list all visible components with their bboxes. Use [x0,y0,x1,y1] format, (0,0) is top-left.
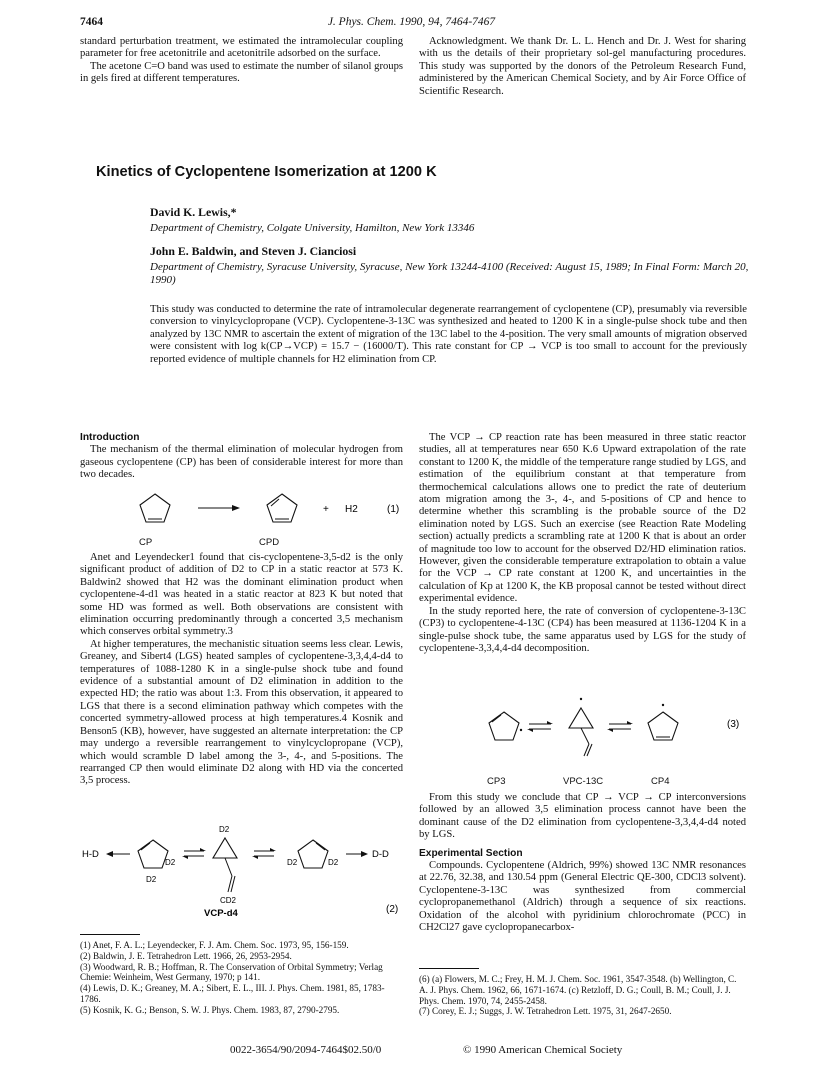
right-paragraph-3: From this study we conclude that CP → VCP → CP interconversions followed by an allowed 3,5 elimination process cannot have been the dominant cause of the D2 elimination from cyclopentene-3,3,4,4-d4 noted by LGS. [419,792,746,841]
right-column-top [419,432,746,655]
eq2-left-arrow [106,851,130,857]
references-right [419,974,746,1017]
eq1-label-cpd: CPD [259,537,280,548]
footnote-rule-right [419,968,479,969]
affiliation-1: Department of Chemistry, Colgate University, Hamilton, New York 13346 [150,222,475,234]
footer-code: 0022-3654/90/2094-7464$02.50/0 [230,1044,382,1056]
eq3-equilibrium-arrow-1 [527,721,553,732]
cp3-structure [489,712,522,740]
eq2-cd2: CD2 [220,896,237,905]
article-title: Kinetics of Cyclopentene Isomerization at 1200 K [96,164,437,180]
abstract: This study was conducted to determine the rate of intramolecular degenerate rearrangement of cyclopentene (CP), presumably via reversible conversion to vinylcyclopropane (VCP). Cyclopentene-3-13C was synthesized and heated to 1200 K in a single-pulse shock tube and then analyzed by 13C NMR to ascertain the extent of migration of the 13C label to the 4-position. The very small amounts of migration observed were consistent with log k(CP→VCP) = 15.7 − (16000/T). This rate constant for CP → VCP is too small to account for the previously reported evidence of multiple channels for H2 elimination from CP. [150,304,747,365]
eq2-right-arrow [346,851,368,857]
eq2-d2-a: D2 [165,858,176,867]
eq2-hd: H-D [82,849,99,860]
left-column-intro [80,432,403,482]
eq2-d2-d: D2 [328,858,339,867]
eq3-label-cp3: CP3 [487,776,506,787]
cyclopentene-d4-left [138,840,168,868]
references-left [80,940,403,1016]
right-column-body [419,792,746,934]
page-number: 7464 [80,16,103,28]
eq2-d2-b: D2 [146,875,157,884]
cp4-structure [648,704,678,740]
equation-2-scheme [80,820,403,920]
reference-5: (5) Kosnik, K. G.; Benson, S. W. J. Phys. Chem. 1983, 87, 2790-2795. [80,1004,340,1015]
reference-6: (6) (a) Flowers, M. C.; Frey, H. M. J. Chem. Soc. 1961, 3547-3548. (b) Wellington, C. A. J. Phys. Chem. 1962, 66, 1671-1674. (c) Retzloff, D. G.; Coull, B. M.; Coull, J. J. Phys. Chem. 1970, 74, 2455-2458. [419,974,737,1006]
right-paragraph-4: Compounds. Cyclopentene (Aldrich, 99%) showed 13C NMR resonances at 22.76, 32.38, and 130.54 ppm (General Electric QE-300, CDCl3 solvent). Cyclopentene-3-13C was synthesized from commercial cyclopropanemethanol (Aldrich) through a sequence of six reactions. Oxidation of the alcohol with pyridinium chlorochromate (PCC) in CH2Cl27 gave cyclopropanecarbox- [419,860,746,934]
eq1-plus: + [323,504,329,515]
reference-3: (3) Woodward, R. B.; Hoffman, R. The Conservation of Orbital Symmetry; Verlag Chemie: Weinheim, West Germany, 1970; p 141. [80,961,383,983]
eq3-equilibrium-arrow-2 [607,721,633,732]
intro-paragraph-3: At higher temperatures, the mechanistic situation seems less clear. Lewis, Greaney, and Sibert4 (LGS) heated samples of cyclopentene-3,3,4,4-d4 to temperatures of 1088-1280 K in a single-pulse shock tube and found evidence of a substantial amount of D2 elimination in addition to the expected HD; the ratio was about 1:3. From this observation, it appeared to LGS that there is a second elimination pathway which competes with the concerted symmetry-allowed process at high temperatures.4 Kosnik and Benson5 (KB), however, have suggested an alternate interpretation: the CP may undergo a reversible rearrangement to vinylcyclopropane (VCP), which would scramble D label among the 3-, 4-, and 5-positions. The rearranged CP then would eliminate D2 along with HD via the concerted 3,5 process. [80,638,403,787]
reference-2: (2) Baldwin, J. E. Tetrahedron Lett. 1966, 26, 2953-2954. [80,950,292,961]
eq1-h2: H2 [345,504,358,515]
author-1: David K. Lewis,* [150,205,237,219]
right-paragraph-1: The VCP → CP reaction rate has been measured in three static reactor studies, all at temperatures near 650 K.6 Upward extrapolation of the rate constant to 1200 K, the middle of the temperature range studied by LGS, and estimation of the equilibrium constant at that temperature from thermochemical calculations allows one to predict the rate of deuterium atom migration among the 3-, 4-, and 5-positions of CP and hence to determine whether this scrambling is the probable source of the D2 elimination noted by LGS. Such an exercise (see Reaction Rate Modeling section) actually predicts a scrambling rate at 1200 K that is about an order of magnitude too low to account for the observed D2/HD elimination ratios. However, given the considerable temperature extrapolation to obtain a value for the VCP → CP rate constant at 1200 K, and uncertainties in the calculation of Kp at 1200 K, the KB proposal cannot be tested without direct experimental evidence. [419,432,746,605]
reference-1: (1) Anet, F. A. L.; Leyendecker, F. J. Am. Chem. Soc. 1973, 95, 156-159. [80,940,349,950]
cyclopentene-d4-right [298,840,328,868]
eq2-d2-top: D2 [219,825,230,834]
author-2: John E. Baldwin, and Steven J. Cianciosi [150,244,357,258]
intro-paragraph-2: Anet and Leyendecker1 found that cis-cyclopentene-3,5-d2 is the only significant product of addition of D2 to CP in a static reactor at 573 K. Baldwin2 showed that H2 was the dominant elimination product when cyclopentene-4-d1 was heated in a static reactor at 823 K but noted that some HD was formed as well. Both observations are consistent with elimination occurring predominantly through a concerted 3,5 mechanism which conserves orbital symmetry.3 [80,552,403,638]
experimental-heading: Experimental Section [419,847,523,859]
eq2-dd: D-D [372,849,389,860]
eq2-vcp-label: VCP-d4 [204,908,238,919]
eq2-equilibrium-arrow-1 [182,848,206,859]
acknowledgment-paragraph: Acknowledgment. We thank Dr. L. L. Hench and Dr. J. West for sharing with us the details of their proprietary sol-gel manufacturing procedures. This study was supported by the donors of the Petroleum Research Fund, administered by the American Chemical Society, and by Air Force Office of Scientific Research. [419,36,746,97]
introduction-heading: Introduction [80,432,140,443]
cyclopentene-structure [140,494,170,522]
eq3-label-cp4: CP4 [651,776,670,787]
cyclopentadiene-structure [267,494,297,522]
journal-citation: J. Phys. Chem. 1990, 94, 7464-7467 [327,16,496,28]
vinylcyclopropane-d4-structure [213,838,237,892]
equation-1-scheme [80,480,403,538]
acknowledgment-column [419,36,746,98]
reference-4: (4) Lewis, D. K.; Greaney, M. A.; Sibert, E. L., III. J. Phys. Chem. 1981, 85, 1783-1786. [80,983,385,1004]
affiliation-2: Department of Chemistry, Syracuse University, Syracuse, New York 13244-4100 (Received: August 15, 1989; In Final Form: March 20, 1990) [150,261,749,287]
right-paragraph-2: In the study reported here, the rate of conversion of cyclopentene-3-13C (CP3) to cyclopentene-4-13C (CP4) has been measured at 1136-1204 K in a single-pulse shock tube, the same apparatus used by LGS for the study of cyclopentene-3,3,4,4-d4 decomposition. [419,605,746,654]
eq2-d2-c: D2 [287,858,298,867]
eq1-label-cp: CP [139,537,153,548]
eq1-number: (1) [387,504,400,515]
top-left-column [80,36,403,86]
eq3-number: (3) [727,719,740,730]
reference-7: (7) Corey, E. J.; Suggs, J. W. Tetrahedron Lett. 1975, 31, 2647-2650. [419,1006,672,1017]
intro-paragraph-1: The mechanism of the thermal elimination of molecular hydrogen from gaseous cyclopentene (CP) has been of considerable interest for more than two decades. [80,444,403,481]
top-left-paragraph-2: The acetone C=O band was used to estimate the number of silanol groups in gels fired at different temperatures. [80,60,403,85]
eq3-label-vpc: VPC-13C [563,776,604,787]
footer-copyright: © 1990 American Chemical Society [463,1044,623,1056]
footnote-rule-left [80,934,140,935]
left-column-body [80,552,403,788]
top-left-paragraph-1: standard perturbation treatment, we estimated the intramolecular coupling parameter for free acetonitrile and acetonitrile adsorbed on the surface. [80,36,403,60]
equation-3-scheme [419,692,746,760]
reaction-arrow-1 [198,505,240,511]
vinylcyclopropane-13c-structure [569,698,593,756]
eq2-equilibrium-arrow-2 [252,848,276,859]
eq2-number: (2) [386,904,399,915]
